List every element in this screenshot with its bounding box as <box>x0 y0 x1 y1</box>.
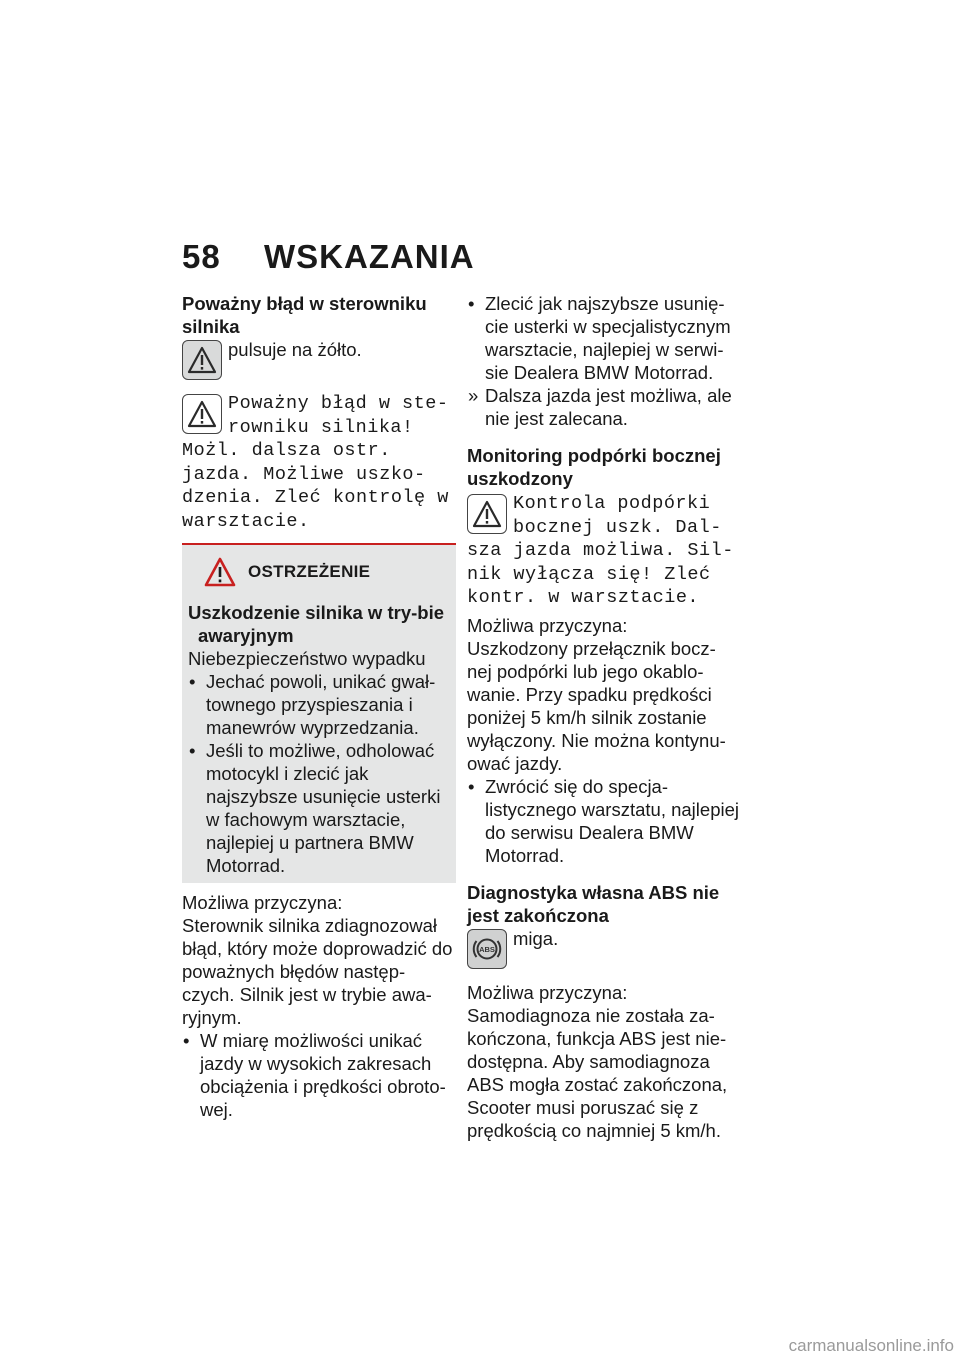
warning-title: OSTRZEŻENIE <box>248 562 371 581</box>
warning-subtitle: Uszkodzenie silnika w try-bie awaryjnym <box>188 602 444 646</box>
list-item: » Dalsza jazda jest możliwa, ale nie jest zalecana. <box>468 385 732 429</box>
display-message-line: bocznej uszk. Dal- <box>513 516 722 538</box>
warning-triangle-outline-icon <box>467 494 507 534</box>
page-number: 58 <box>182 238 221 275</box>
display-message-line: nik wyłącza się! Zleć <box>467 563 711 585</box>
section-heading-abs: Diagnostyka własna ABS nie jest zakończona <box>467 881 720 926</box>
display-message-line: kontr. w warsztacie. <box>467 587 700 608</box>
display-message-line: Możl. dalsza ostr. <box>182 440 391 461</box>
blink-description: miga. <box>513 927 559 949</box>
cause-label: Możliwa przyczyna: <box>467 614 628 636</box>
section-heading-sidestand: Monitoring podpórki bocznej uszkodzony <box>467 445 721 489</box>
section-title: WSKAZANIA <box>264 238 475 275</box>
display-message-line: rowniku silnika! <box>228 416 414 438</box>
list-item: • W miarę możliwości unikać jazdy w wysokich zakresach obciążenia i prędkości obroto-wej. <box>183 1030 446 1120</box>
list-item: • Zwrócić się do specja-listycznego warsztatu, najlepiej do serwisu Dealera BMW Motorrad. <box>468 775 739 866</box>
cause-label: Możliwa przyczyna: <box>182 892 343 913</box>
left-column <box>182 292 454 1121</box>
list-item: • Jeśli to możliwe, odholować motocykl i zlecić jak najszybsze usunięcie usterki w fachowym warsztacie, najlepiej u partnera BMW Motorrad. <box>189 740 441 876</box>
display-message-line: warsztacie. <box>182 510 310 532</box>
cause-list <box>182 1029 454 1121</box>
warning-risk: Niebezpieczeństwo wypadku <box>188 648 426 669</box>
display-message-block <box>467 492 739 610</box>
warning-box <box>182 543 456 883</box>
svg-text:ABS: ABS <box>479 944 495 954</box>
cause-text: Samodiagnoza nie została za-kończona, funkcja ABS jest nie-dostępna. Aby samodiagnoza ABS mogła zostać zakończona, Scooter musi poruszać się z prędkością co najmniej 5 km/h. <box>467 1004 728 1141</box>
blink-description: pulsuje na żółto. <box>228 339 362 360</box>
display-message-line: dzenia. Zleć kontrolę w <box>182 487 449 508</box>
footer-watermark: carmanualsonline.info <box>788 1336 954 1355</box>
abs-icon <box>467 929 507 969</box>
red-warning-triangle-icon <box>204 557 236 587</box>
warning-list <box>188 670 450 877</box>
warning-indicator-row <box>182 338 454 384</box>
warning-triangle-outline-icon <box>182 394 222 434</box>
cause-text: Uszkodzony przełącznik bocz-nej podpórki lub jego okablo-wanie. Przy spadku prędkości poniżej 5 km/h silnik zostanie wyłączony. Nie można kontynu-ować jazdy. <box>467 637 726 774</box>
display-message-line: sza jazda możliwa. Sil- <box>467 540 734 561</box>
page-header <box>182 238 475 276</box>
abs-indicator-row <box>467 927 739 973</box>
cause-text: Sterownik silnika zdiagnozował błąd, który może doprowadzić do poważnych błędów następ-czych. Silnik jest w trybie awa-ryjnym. <box>182 915 453 1028</box>
display-message-line: Kontrola podpórki <box>513 493 711 514</box>
cause-label: Możliwa przyczyna: <box>467 981 628 1003</box>
cause-list <box>467 775 739 867</box>
display-message-block <box>182 392 454 533</box>
warning-header <box>204 557 450 587</box>
display-message-line: Poważny błąd w ste- <box>228 393 449 414</box>
action-list <box>467 292 739 430</box>
right-column <box>467 292 739 1142</box>
section-heading-engine-fault: Poważny błąd w sterowniku silnika <box>182 293 427 337</box>
warning-triangle-icon <box>182 340 222 380</box>
list-item: • Jechać powoli, unikać gwał-townego przyspieszania i manewrów wyprzedzania. <box>189 671 436 738</box>
display-message-line: jazda. Możliwe uszko- <box>182 463 426 485</box>
list-item: • Zlecić jak najszybsze usunię-cie usterki w specjalistycznym warsztacie, najlepiej w serwi-sie Dealera BMW Motorrad. <box>468 293 731 383</box>
